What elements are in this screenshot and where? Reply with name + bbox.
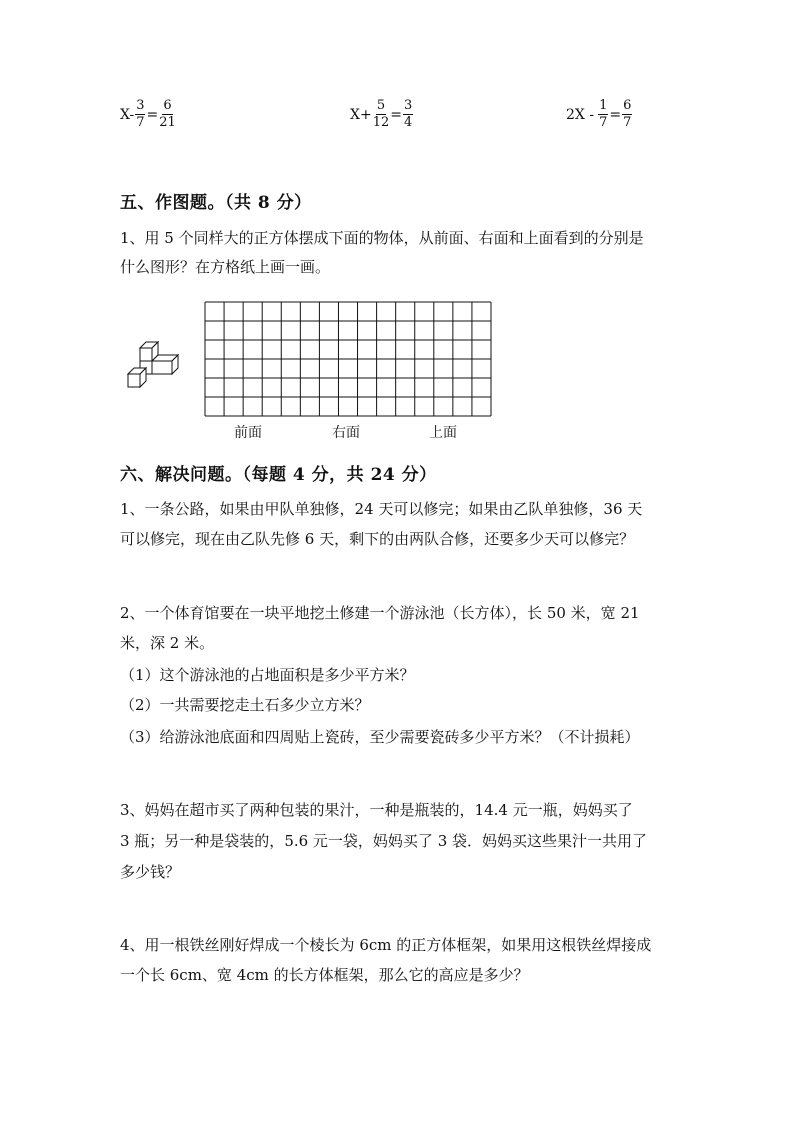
s6-q3-line-3: 多少钱？ [120,863,181,881]
fraction: $\frac{3}{7}$ [136,98,145,130]
equation-1: X- $\frac{3}{7}$ = $\frac{6}{21}$ [120,98,176,130]
cube-front-face [128,374,140,387]
s5-q1-line-1: 1、用 5 个同样大的正方体摆成下面的物体，从前面、右面和上面看到的分别是 [120,229,644,247]
section-5-title: 五、作图题。（共 8 分） [120,193,312,213]
equation-prefix: X- [120,106,135,123]
cube-front-face [140,348,152,361]
fraction: $\frac{3}{4}$ [403,98,413,130]
s6-q2-sub-2: （2）一共需要挖走土石多少立方米？ [120,696,370,714]
cube-front-face [152,361,172,374]
s6-q2-line-1: 2、一个体育馆要在一块平地挖土修建一个游泳池（长方体），长 50 米，宽 21 [120,604,640,622]
grid-label-front: 前面 [234,425,262,441]
s6-q3-line-2: 3 瓶；另一种是袋装的，5.6 元一袋，妈妈买了 3 袋．妈妈买这些果汁一共用了 [120,832,648,850]
s6-q2-sub-1: （1）这个游泳池的占地面积是多少平方米？ [120,666,415,684]
square-grid-paper[interactable] [204,301,492,417]
s6-q4-line-2: 一个长 6cm、宽 4cm 的长方体框架，那么它的高应是多少？ [120,966,529,984]
equation-2: X+ $\frac{5}{12}$ = $\frac{3}{4}$ [350,98,413,130]
fraction: $\frac{6}{21}$ [159,98,176,130]
equation-prefix: X+ [350,106,372,123]
section-6-title: 六、解决问题。（每题 4 分，共 24 分） [120,465,437,485]
s6-q1-line-2: 可以修完，现在由乙队先修 6 天，剩下的由两队合修，还要多少天可以修完？ [120,530,635,548]
grid-label-top: 上面 [429,425,457,441]
grid-label-right: 右面 [332,425,360,441]
fraction: $\frac{6}{7}$ [623,98,632,130]
s6-q1-line-1: 1、一条公路，如果由甲队单独修，24 天可以修完；如果由乙队单独修，36 天 [120,500,643,518]
equation-prefix: 2X - [566,106,595,123]
s6-q2-sub-3: （3）给游泳池底面和四周贴上瓷砖，至少需要瓷砖多少平方米？（不计损耗） [120,728,640,746]
s6-q4-line-1: 4、用一根铁丝刚好焊成一个棱长为 6cm 的正方体框架，如果用这根铁丝焊接成 [120,936,652,954]
equation-3: 2X - $\frac{1}{7}$ = $\frac{6}{7}$ [566,98,632,130]
cube-stack-figure [122,338,184,394]
s6-q2-line-2: 米，深 2 米。 [120,634,215,652]
fraction: $\frac{5}{12}$ [372,98,390,130]
s5-q1-line-2: 什么图形？在方格纸上画一画。 [120,258,331,276]
fraction: $\frac{1}{7}$ [599,98,608,130]
s6-q3-line-1: 3、妈妈在超市买了两种包装的果汁，一种是瓶装的，14.4 元一瓶，妈妈买了 [120,801,633,819]
